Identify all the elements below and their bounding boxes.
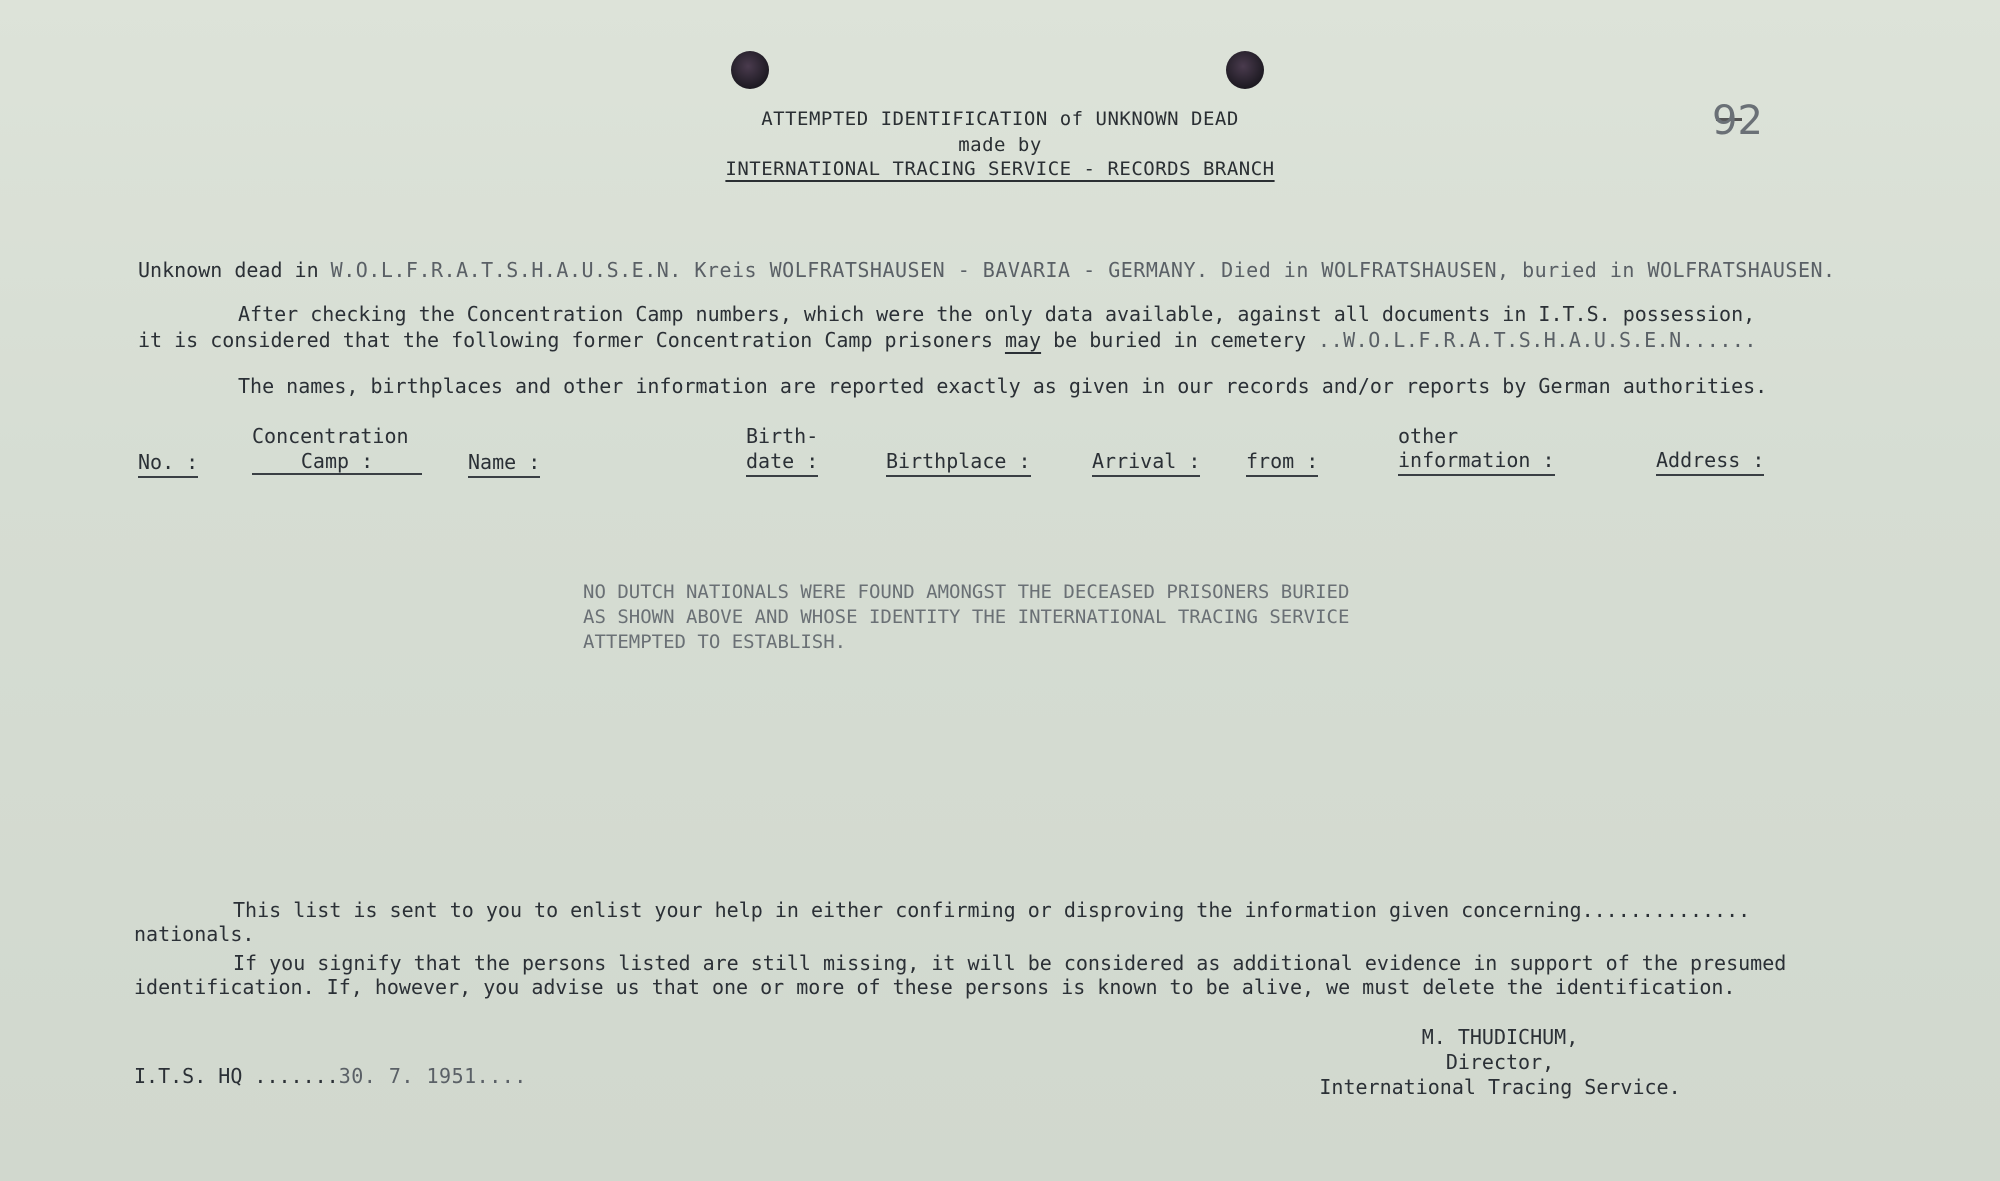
paragraph-signify-2: identification. If, however, you advise us that one or more of these persons is known to be alive, we must delete the identification. (134, 975, 1736, 999)
column-header-birth: Birth- (746, 424, 819, 448)
its-hq-date-line: I.T.S. HQ .......30. 7. 1951.... (134, 1064, 527, 1088)
signatory-title: Director, (1445, 1050, 1555, 1074)
punch-hole (1226, 51, 1264, 89)
column-header-birthplace: Birthplace : (886, 449, 1031, 477)
punch-hole (731, 51, 769, 89)
paragraph-checking-1: After checking the Concentration Camp numbers, which were the only data available, against all documents in I.T.S. possession, (238, 302, 1756, 326)
header-title: ATTEMPTED IDENTIFICATION of UNKNOWN DEAD (761, 108, 1239, 130)
column-header-from: from : (1246, 449, 1318, 477)
no-dutch-nationals-stamp: NO DUTCH NATIONALS WERE FOUND AMONGST THE DECEASED PRISONERS BURIED AS SHOWN ABOVE AND WHOSE IDENTITY THE INTERNATIONAL TRACING SERVICE ATTEMPTED TO ESTABLISH. (583, 581, 1350, 653)
paragraph-checking-2: it is considered that the following former Concentration Camp prisoners may be buried in cemetery ..W.O.L.F.R.A.T.S.H.A.U.S.E.N...... (138, 328, 1757, 352)
column-header-other: other (1398, 424, 1459, 448)
column-header-name: Name : (468, 450, 540, 478)
paragraph-list-sent: This list is sent to you to enlist your help in either confirming or disproving the information given concerning.............. (233, 898, 1751, 922)
signatory-organization: International Tracing Service. (1319, 1075, 1681, 1099)
reference-number: 92 (1712, 98, 1763, 144)
signature-block (1280, 1025, 1720, 1100)
column-header-address: Address : (1656, 448, 1764, 476)
unknown-dead-line: Unknown dead in W.O.L.F.R.A.T.S.H.A.U.S.E.N. Kreis WOLFRATSHAUSEN - BAVARIA - GERMANY. Died in WOLFRATSHAUSEN, buried in WOLFRATSHAUSEN. (138, 258, 1836, 282)
column-header-arrival: Arrival : (1092, 449, 1200, 477)
header-subtitle: made by (958, 134, 1042, 156)
paragraph-signify: If you signify that the persons listed are still missing, it will be considered as additional evidence in support of the presumed (233, 951, 1787, 975)
column-header-camp: Camp : (252, 449, 422, 475)
header-organization: INTERNATIONAL TRACING SERVICE - RECORDS BRANCH (725, 158, 1275, 180)
paragraph-names: The names, birthplaces and other information are reported exactly as given in our records and/or reports by German authorities. (238, 374, 1768, 398)
column-header-no: No. : (138, 450, 198, 478)
signatory-name: M. THUDICHUM, (1421, 1025, 1579, 1049)
column-header-information: information : (1398, 448, 1555, 476)
paragraph-list-sent-2: nationals. (134, 922, 255, 946)
column-header-date: date : (746, 449, 818, 477)
column-header-concentration: Concentration (252, 424, 409, 448)
